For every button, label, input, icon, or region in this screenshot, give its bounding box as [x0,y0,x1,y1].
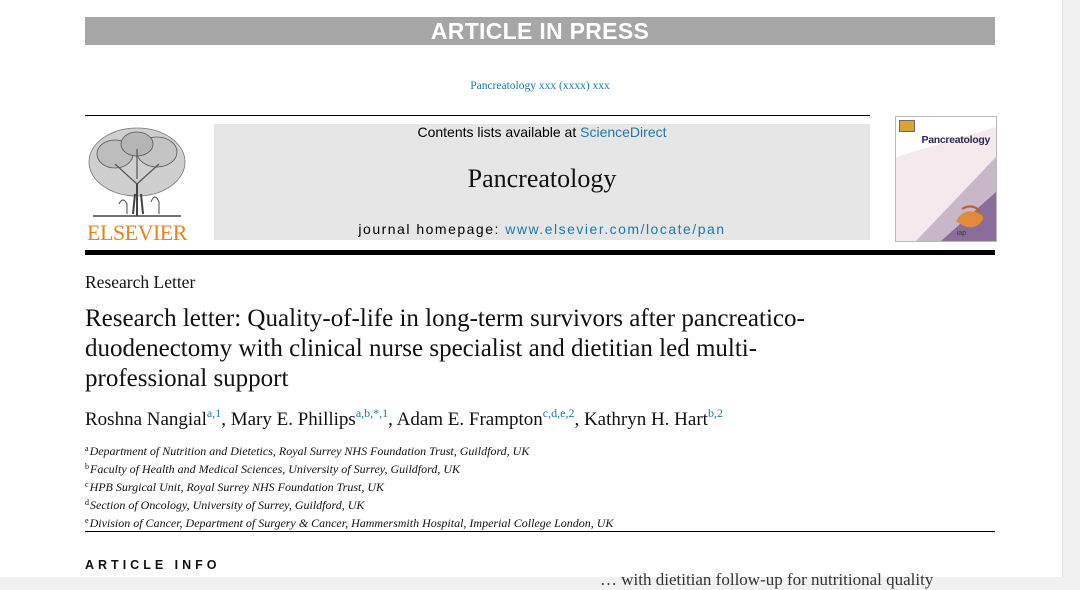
author-list [85,406,723,431]
affiliation-text: Section of Oncology, University of Surrey, Guildford, UK [90,498,365,512]
author-affiliation-marks[interactable]: a,1 [206,406,222,420]
contents-line [214,124,870,140]
author-affiliation-marks[interactable]: b,2 [707,406,723,420]
affiliation-text: Faculty of Health and Medical Sciences, University of Surrey, Guildford, UK [90,462,461,476]
author-name[interactable]: Kathryn H. Hart [583,409,708,430]
journal-masthead [214,124,870,240]
journal-title: Pancreatology [467,164,617,193]
article-type: Research Letter [85,272,196,292]
journal-homepage-line [214,221,870,237]
article-in-press-banner: ARTICLE IN PRESS [85,17,995,45]
clipped-body-text: … with dietitian follow-up for nutritional quality [600,570,934,589]
author-affiliation-marks[interactable]: a,b,*,1 [355,406,389,420]
author-affiliation-marks[interactable]: c,d,e,2 [542,406,575,420]
author-name[interactable]: Roshna Nangial [85,409,207,430]
sciencedirect-link[interactable]: ScienceDirect [580,124,667,140]
journal-homepage-link[interactable]: www.elsevier.com/locate/pan [505,221,726,237]
affiliation-mark: b [85,462,89,471]
journal-citation[interactable]: Pancreatology xxx (xxxx) xxx [470,80,610,92]
affiliation-mark: c [85,480,89,489]
author-separator: , [574,409,584,430]
author-separator: , [388,409,397,430]
contents-prefix: Contents lists available at [417,124,581,140]
author-separator: , [221,409,231,430]
elsevier-logo[interactable] [85,124,189,243]
masthead-rule [85,250,995,255]
author-name[interactable]: Mary E. Phillips [230,409,356,430]
author-name[interactable]: Adam E. Frampton [396,409,543,430]
vertical-scrollbar[interactable] [1062,0,1080,577]
affiliation-mark: e [85,516,89,525]
cover-footer: iap [956,230,966,237]
cover-publisher-logo [899,120,915,132]
header-rule [85,115,870,116]
affiliation-item [85,513,613,531]
elsevier-wordmark: ELSEVIER [87,220,187,245]
affiliation-item [85,495,613,513]
affiliation-mark: a [85,444,89,453]
affiliation-list [85,441,613,531]
article-info-heading: ARTICLE INFO [85,558,221,572]
cover-title: Pancreatology [921,134,990,146]
affiliation-item [85,441,613,459]
tree-icon [85,124,189,220]
affiliation-item [85,477,613,495]
affiliation-mark: d [85,498,89,507]
article-title: Research letter: Quality-of-life in long-term survivors after pancreatico-duodenectomy with clinical nurse specialist and dietitian led multi-professional support [85,305,805,392]
affiliation-item [85,459,613,477]
affiliation-rule [85,531,995,532]
homepage-prefix: journal homepage: [358,221,506,237]
journal-cover[interactable] [895,116,997,242]
affiliation-text: Division of Cancer, Department of Surgery & Cancer, Hammersmith Hospital, Imperial College London, UK [89,516,614,530]
affiliation-text: HPB Surgical Unit, Royal Surrey NHS Foundation Trust, UK [89,480,385,494]
affiliation-text: Department of Nutrition and Dietetics, Royal Surrey NHS Foundation Trust, Guildford, UK [89,444,530,458]
